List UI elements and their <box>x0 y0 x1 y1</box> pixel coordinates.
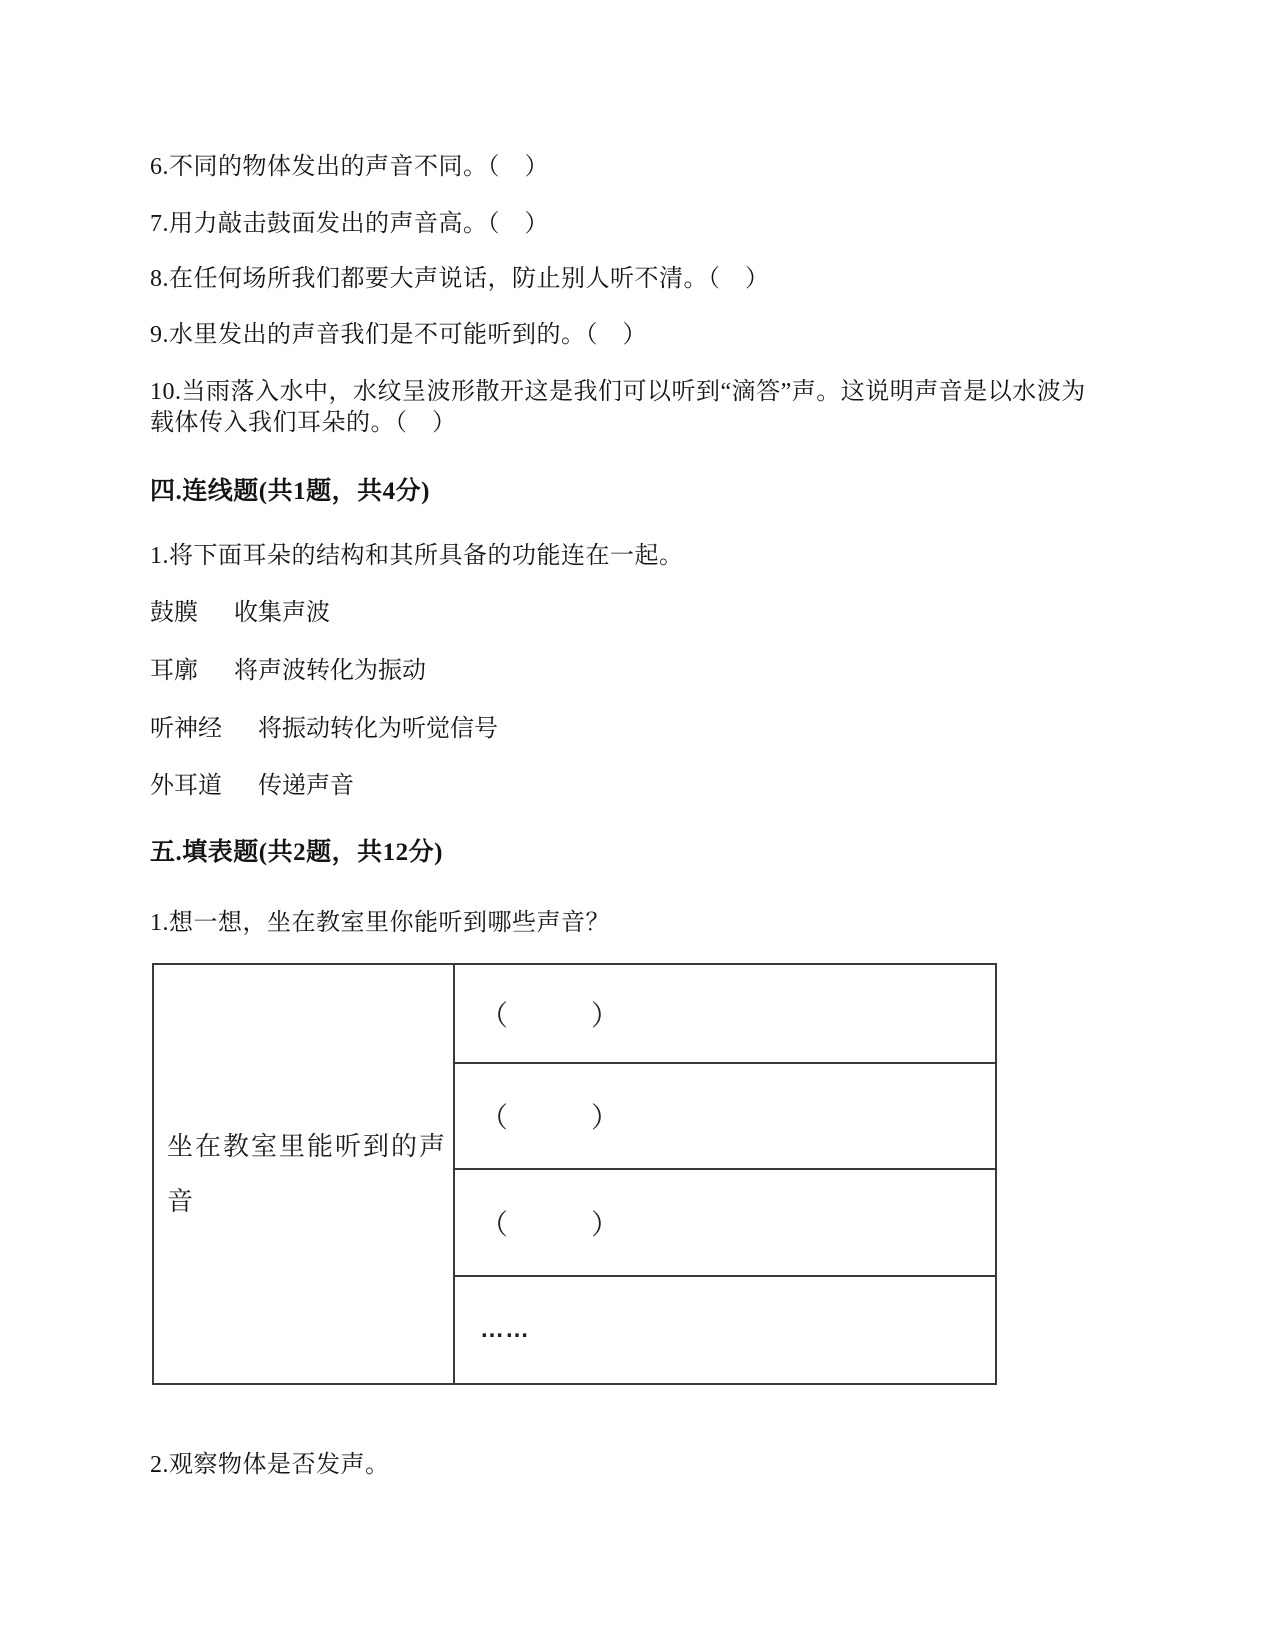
match-right-convert-vibration: 将声波转化为振动 <box>234 658 426 684</box>
judgement-question-6: 6.不同的物体发出的声音不同。（ ） <box>150 154 549 180</box>
match-left-ear-canal: 外耳道 <box>150 773 222 799</box>
match-right-transmit: 传递声音 <box>258 773 354 799</box>
match-pair-2 <box>150 656 426 686</box>
section5-heading: 五.填表题(共2题，共12分) <box>150 839 443 866</box>
section4-heading: 四.连线题(共1题，共4分) <box>150 478 430 505</box>
table-answer-column <box>455 965 995 1383</box>
match-right-collect: 收集声波 <box>234 600 330 626</box>
match-left-auricle: 耳廓 <box>150 658 198 684</box>
table-blank-cell-1: （ ） <box>455 965 995 1064</box>
table-blank-cell-2: （ ） <box>455 1064 995 1170</box>
judgement-question-10-line1: 10.当雨落入水中，水纹呈波形散开这是我们可以听到“滴答”声。这说明声音是以水波为 <box>150 379 1086 405</box>
table-row-header: 坐在教室里能听到的声音 <box>154 965 455 1383</box>
match-right-convert-signal: 将振动转化为听觉信号 <box>258 716 498 742</box>
judgement-question-8: 8.在任何场所我们都要大声说话，防止别人听不清。（ ） <box>150 266 770 292</box>
sounds-table <box>152 963 997 1385</box>
match-pair-1 <box>150 598 330 628</box>
match-pair-3 <box>150 714 498 744</box>
table-blank-cell-3: （ ） <box>455 1170 995 1277</box>
judgement-question-7: 7.用力敲击鼓面发出的声音高。（ ） <box>150 211 549 237</box>
judgement-question-9: 9.水里发出的声音我们是不可能听到的。（ ） <box>150 322 647 348</box>
match-left-auditory-nerve: 听神经 <box>150 716 222 742</box>
judgement-question-10-line2: 载体传入我们耳朵的。（ ） <box>150 410 457 436</box>
table-ellipsis-cell: …… <box>480 1316 530 1343</box>
section4-intro: 1.将下面耳朵的结构和其所具备的功能连在一起。 <box>150 543 684 569</box>
section5-q1-intro: 1.想一想，坐在教室里你能听到哪些声音？ <box>150 910 610 936</box>
match-left-eardrum: 鼓膜 <box>150 600 198 626</box>
section5-q2-intro: 2.观察物体是否发声。 <box>150 1452 390 1478</box>
match-pair-4 <box>150 771 354 801</box>
